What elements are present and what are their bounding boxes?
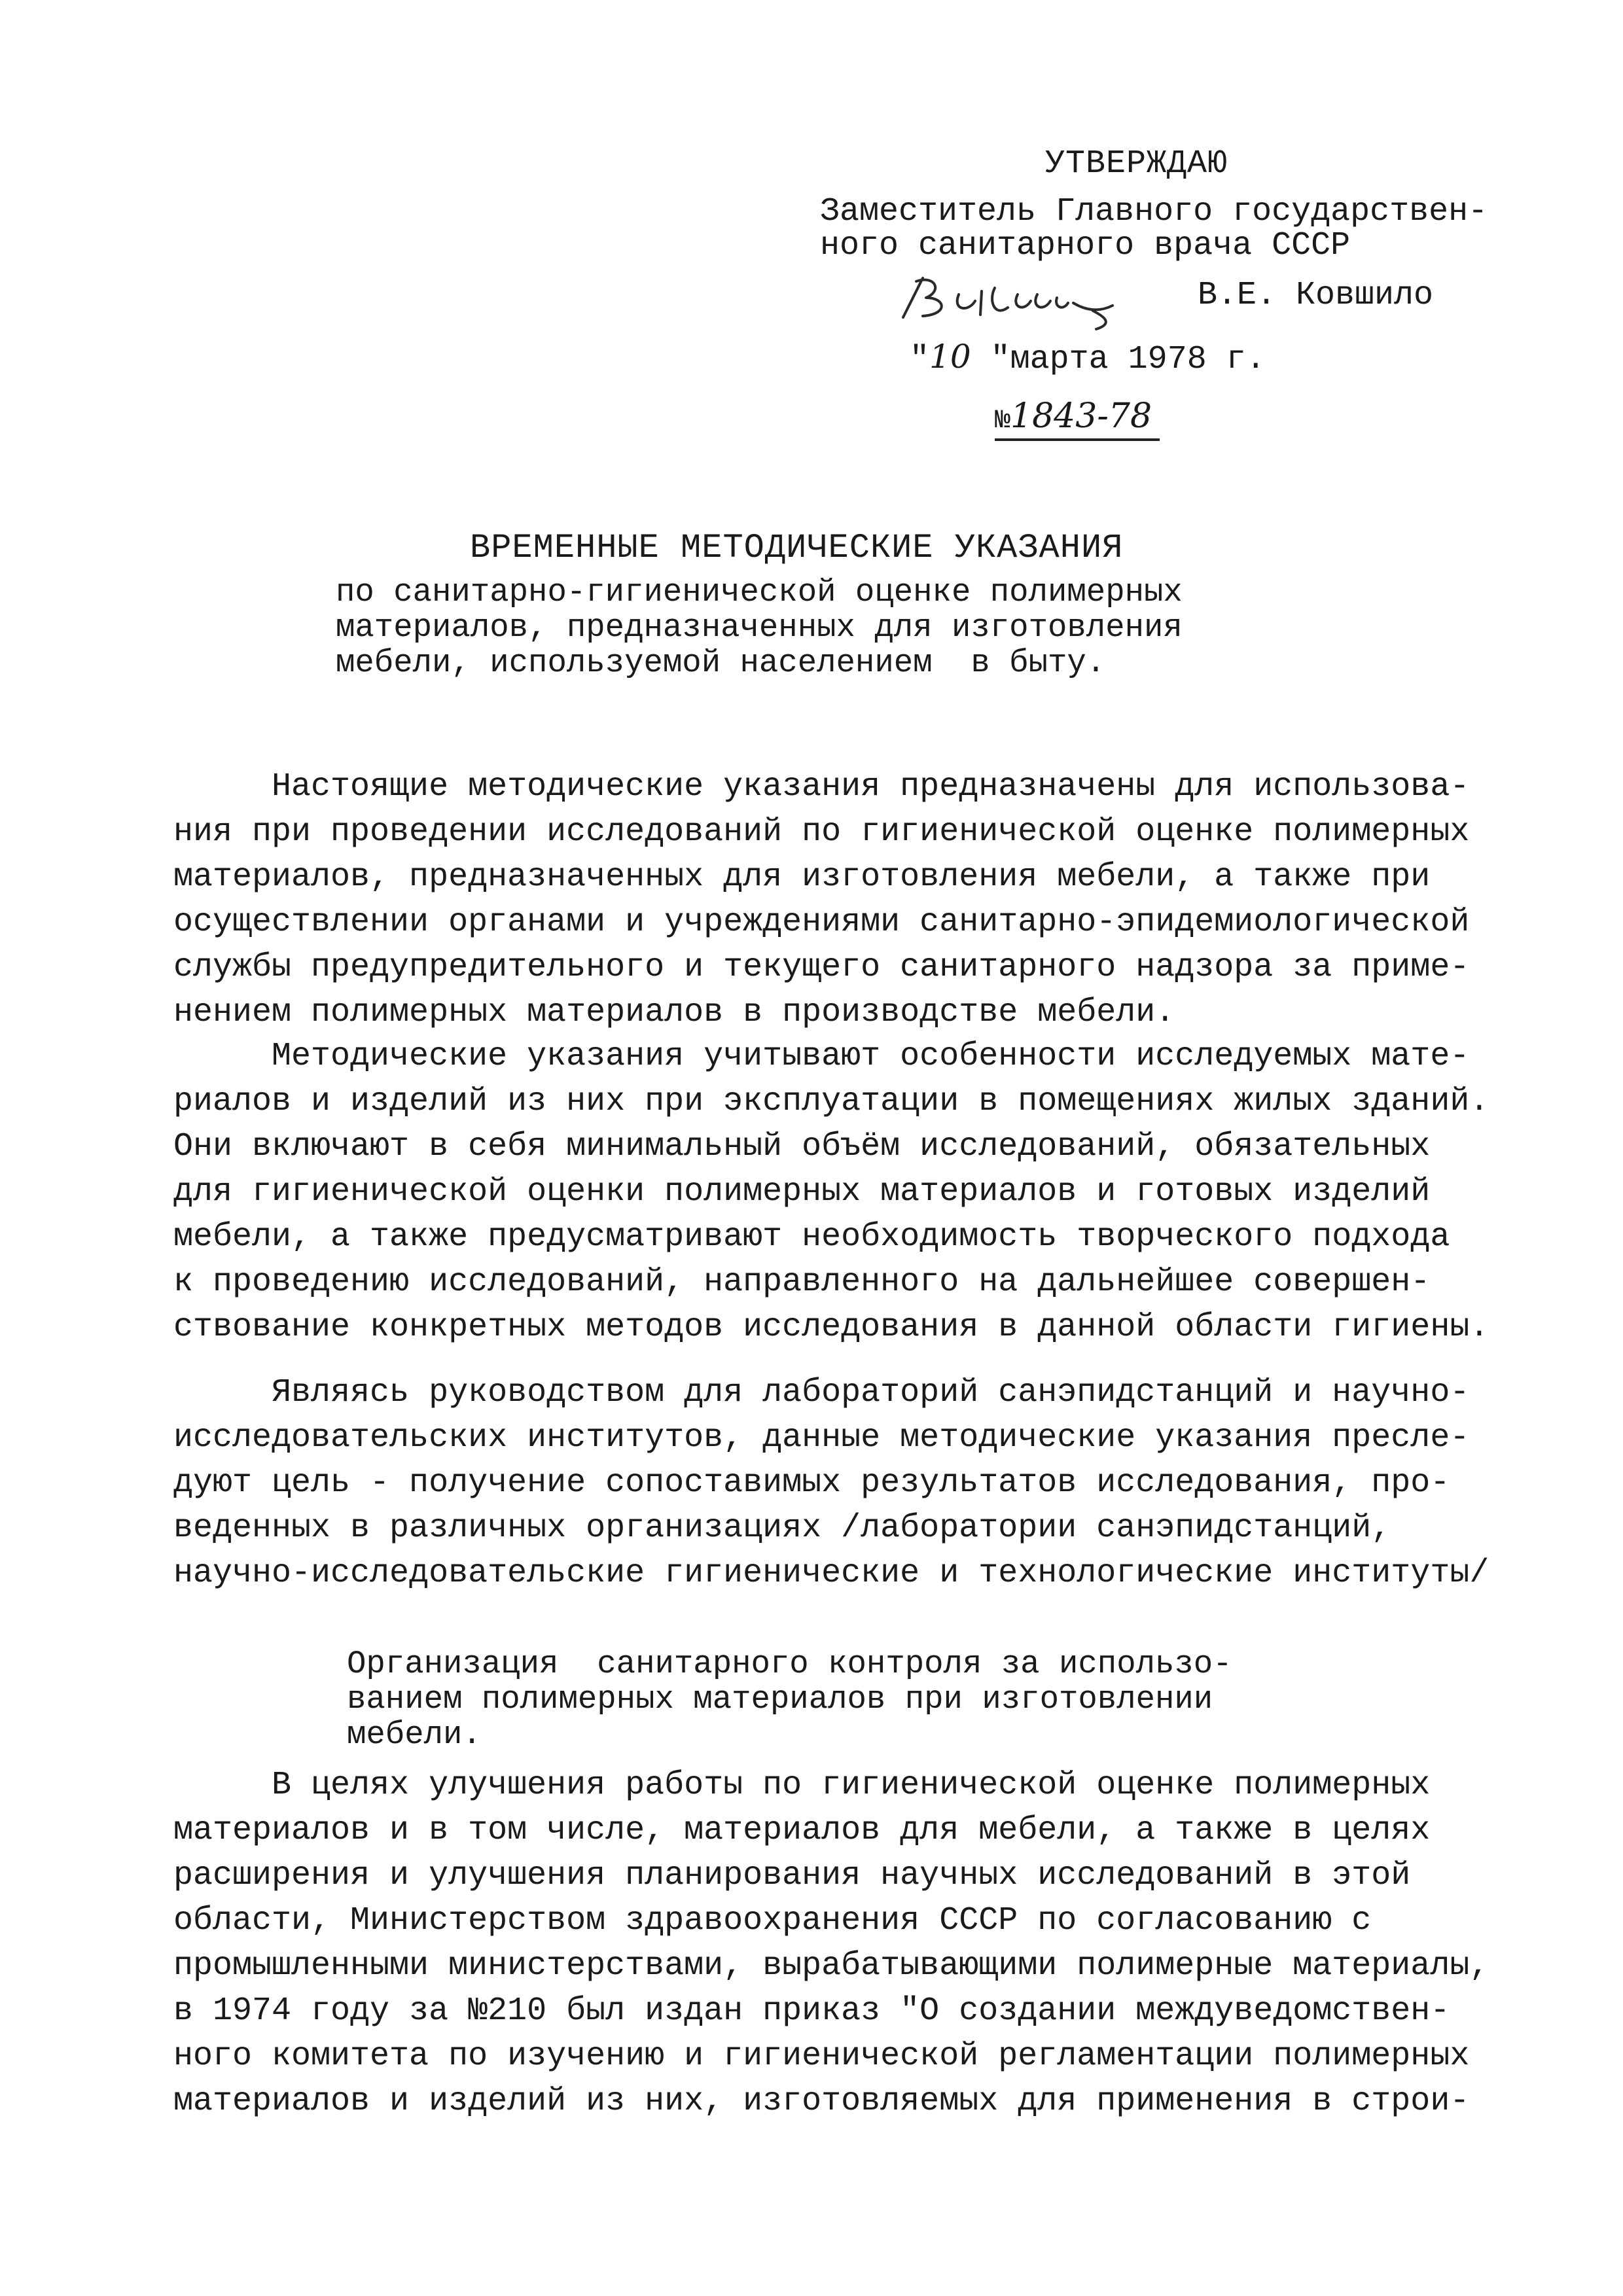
text-line: в 1974 году за №210 был издан приказ "О создании междуведомствен- — [173, 1992, 1450, 2030]
text-line: для гигиенической оценки полимерных материалов и готовых изделий — [173, 1173, 1431, 1210]
paragraph-1 — [173, 764, 1482, 1035]
text-line: Они включают в себя минимальный объём исследований, обязательных — [173, 1128, 1431, 1165]
text-line: В целях улучшения работы по гигиенической оценке полимерных — [173, 1767, 1431, 1804]
signer-name: В.Е. Ковшило — [1198, 277, 1434, 314]
approval-date — [910, 338, 1266, 378]
text-line: научно-исследовательские гигиенические и технологические институты/ — [173, 1555, 1489, 1592]
text-line: ния при проведении исследований по гигиенической оценке полимерных — [173, 813, 1470, 851]
text-line: дуют цель - получение сопоставимых результатов исследования, про- — [173, 1464, 1450, 1502]
section-heading — [347, 1646, 1329, 1752]
text-line: нением полимерных материалов в производстве мебели. — [173, 994, 1175, 1031]
text-line: материалов, предназначенных для изготовления мебели, а также при — [173, 858, 1431, 896]
subtitle-line: материалов, предназначенных для изготовления — [336, 609, 1183, 646]
section-heading-line: ванием полимерных материалов при изготовлении — [347, 1681, 1213, 1718]
text-line: Настоящие методические указания предназначены для использова- — [173, 768, 1470, 805]
section-heading-line: Организация санитарного контроля за использо- — [347, 1646, 1232, 1682]
signature-row — [897, 272, 1486, 324]
paragraph-2 — [173, 1034, 1489, 1350]
subtitle-line: по санитарно-гигиенической оценке полимерных — [336, 574, 1183, 610]
text-line: риалов и изделий из них при эксплуатации в помещениях жилых зданий. — [173, 1083, 1489, 1120]
section-heading-line: мебели. — [347, 1716, 482, 1753]
date-month-year: "марта 1978 г. — [971, 341, 1266, 378]
approval-position — [820, 195, 1566, 263]
approval-heading: УТВЕРЖДАЮ — [1045, 145, 1228, 183]
text-line: области, Министерством здравоохранения СССР по согласованию с — [173, 1902, 1372, 1939]
text-line: осуществлении органами и учреждениями санитарно-эпидемиологической — [173, 904, 1470, 941]
document-title: ВРЕМЕННЫЕ МЕТОДИЧЕСКИЕ УКАЗАНИЯ — [470, 529, 1124, 567]
subtitle-line: мебели, используемой населением в быту. — [336, 645, 1106, 681]
text-line: материалов и в том числе, материалов для мебели, а также в целях — [173, 1812, 1431, 1849]
text-line: ного комитета по изучению и гигиенической регламентации полимерных — [173, 2038, 1470, 2075]
text-line: материалов и изделий из них, изготовляемых для применения в строи- — [173, 2083, 1470, 2120]
date-open-quote: " — [910, 341, 930, 378]
paragraph-4 — [173, 1763, 1489, 2124]
paragraph-3 — [173, 1370, 1489, 1596]
approval-number — [995, 397, 1160, 441]
text-line: исследовательских институтов, данные методические указания пресле- — [173, 1419, 1470, 1457]
text-line: Являясь руководством для лабораторий санэпидстанций и научно- — [173, 1374, 1470, 1411]
text-line: Методические указания учитывают особенности исследуемых мате- — [173, 1038, 1470, 1075]
number-value: 1843-78 — [1010, 397, 1152, 436]
approval-position-line: ного санитарного врача СССР — [820, 227, 1351, 264]
number-sign: № — [995, 406, 1011, 436]
handwritten-signature — [897, 272, 1171, 330]
text-line: ствование конкретных методов исследования в данной области гигиены. — [173, 1309, 1489, 1346]
approval-position-line: Заместитель Главного государствен- — [820, 193, 1488, 230]
text-line: мебели, а также предусматривают необходимость творческого подхода — [173, 1218, 1450, 1256]
text-line: к проведению исследований, направленного на дальнейшее совершен- — [173, 1263, 1431, 1301]
text-line: расширения и улучшения планирования научных исследований в этой — [173, 1857, 1411, 1894]
text-line: веденных в различных организациях /лаборатории санэпидстанций, — [173, 1510, 1391, 1547]
text-line: промышленными министерствами, вырабатывающими полимерные материалы, — [173, 1947, 1489, 1985]
date-day: 10 — [929, 338, 971, 376]
text-line: службы предупредительного и текущего санитарного надзора за приме- — [173, 949, 1470, 986]
document-subtitle — [336, 574, 1252, 680]
